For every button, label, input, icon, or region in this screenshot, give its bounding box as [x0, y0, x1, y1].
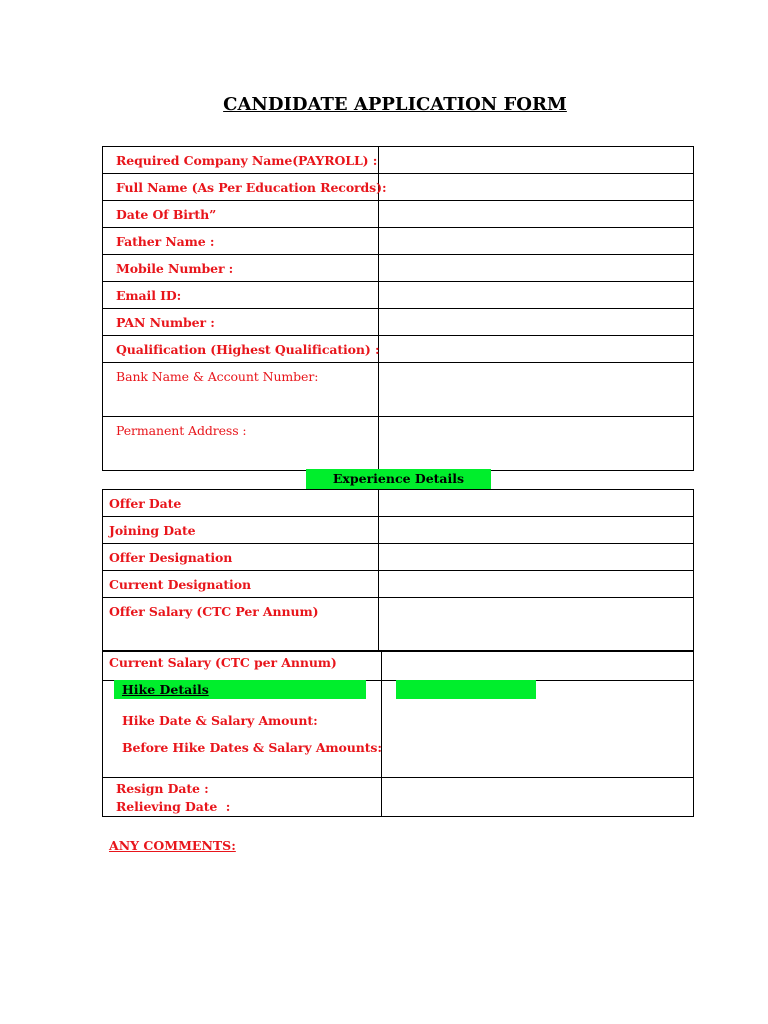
table-row — [103, 228, 694, 255]
table-row — [103, 571, 694, 598]
date-of-birth-field[interactable] — [379, 201, 694, 228]
company-name-field[interactable] — [379, 147, 694, 174]
table-row — [103, 174, 694, 201]
hike-details-highlight — [114, 680, 366, 699]
hike-value-highlight — [396, 680, 536, 699]
company-name-label: Required Company Name(PAYROLL) : — [116, 153, 378, 168]
permanent-address-label: Permanent Address : — [116, 423, 247, 438]
mobile-number-label: Mobile Number : — [116, 261, 234, 276]
offer-date-label: Offer Date — [109, 496, 182, 511]
resign-relieving-field[interactable] — [382, 778, 694, 817]
bank-account-field[interactable] — [379, 363, 694, 417]
table-row — [103, 255, 694, 282]
experience-details-heading: Experience Details — [306, 469, 491, 489]
current-salary-field[interactable] — [382, 651, 694, 681]
before-hike-label: Before Hike Dates & Salary Amounts: — [122, 740, 382, 755]
current-designation-field[interactable] — [379, 571, 694, 598]
date-of-birth-label: Date Of Birth” — [116, 207, 217, 222]
offer-date-field[interactable] — [379, 490, 694, 517]
pan-number-label: PAN Number : — [116, 315, 215, 330]
permanent-address-field[interactable] — [379, 417, 694, 471]
bank-account-label: Bank Name & Account Number: — [116, 369, 319, 384]
mobile-number-field[interactable] — [379, 255, 694, 282]
hike-date-label: Hike Date & Salary Amount: — [122, 713, 318, 728]
table-row — [103, 147, 694, 174]
resign-date-label: Resign Date : — [116, 781, 209, 796]
relieving-date-label: Relieving Date : — [116, 799, 231, 814]
table-row — [103, 417, 694, 471]
table-row — [103, 309, 694, 336]
hike-details-heading: Hike Details — [122, 682, 209, 697]
table-row — [103, 201, 694, 228]
table-row — [103, 282, 694, 309]
table-row — [103, 336, 694, 363]
full-name-field[interactable] — [379, 174, 694, 201]
joining-date-field[interactable] — [379, 517, 694, 544]
experience-details-table — [102, 489, 694, 652]
pan-number-field[interactable] — [379, 309, 694, 336]
email-id-field[interactable] — [379, 282, 694, 309]
father-name-field[interactable] — [379, 228, 694, 255]
table-row — [103, 651, 694, 681]
table-row — [103, 544, 694, 571]
table-row — [103, 517, 694, 544]
offer-designation-field[interactable] — [379, 544, 694, 571]
table-row — [103, 598, 694, 652]
any-comments-label: ANY COMMENTS: — [109, 838, 236, 853]
table-row — [103, 490, 694, 517]
email-id-label: Email ID: — [116, 288, 182, 303]
offer-salary-field[interactable] — [379, 598, 694, 652]
current-designation-label: Current Designation — [109, 577, 251, 592]
qualification-label: Qualification (Highest Qualification) : — [116, 342, 380, 357]
qualification-field[interactable] — [379, 336, 694, 363]
table-row — [103, 363, 694, 417]
form-title: CANDIDATE APPLICATION FORM — [223, 94, 567, 115]
full-name-label: Full Name (As Per Education Records): — [116, 180, 387, 195]
joining-date-label: Joining Date — [109, 523, 196, 538]
offer-salary-label: Offer Salary (CTC Per Annum) — [109, 604, 319, 619]
father-name-label: Father Name : — [116, 234, 215, 249]
resign-labels — [116, 780, 230, 816]
personal-details-table — [102, 146, 694, 471]
offer-designation-label: Offer Designation — [109, 550, 233, 565]
hike-labels — [122, 713, 382, 767]
current-salary-label: Current Salary (CTC per Annum) — [109, 655, 337, 670]
